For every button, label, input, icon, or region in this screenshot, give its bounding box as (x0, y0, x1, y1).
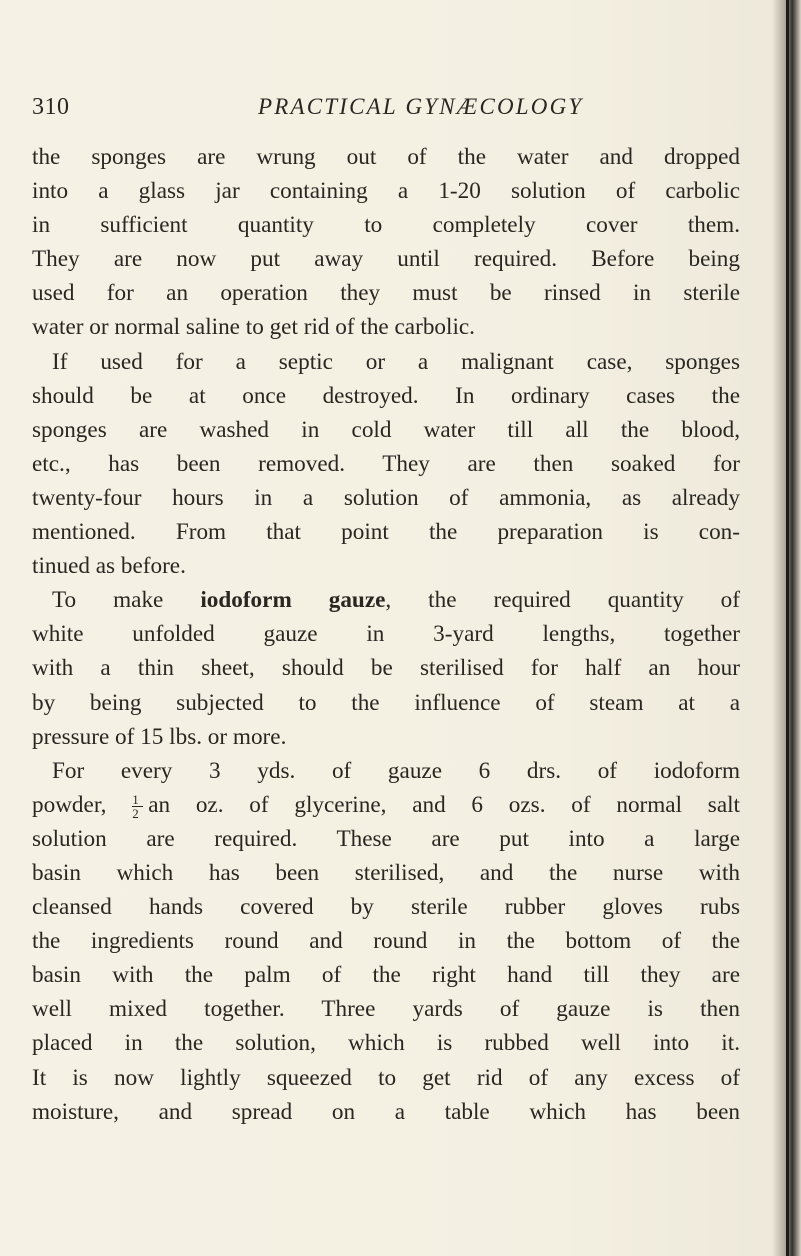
text-line: If used for a septic or a malignant case, sponges (52, 348, 740, 375)
bold-term: iodoform gauze (200, 587, 386, 614)
text-line: It is now lightly squeezed to get rid of any excess of (32, 1064, 740, 1091)
text-line: by being subjected to the influence of steam at a (32, 689, 740, 716)
text-line: pressure of 15 lbs. or more. (32, 723, 287, 750)
text-line: basin which has been sterilised, and the nurse with (32, 859, 740, 886)
text-line (32, 788, 740, 822)
text-line: placed in the solution, which is rubbed well into it. (32, 1030, 740, 1057)
text-line: mentioned. From that point the preparation is con- (32, 519, 740, 546)
text-line: sponges are washed in cold water till all the blood, (32, 416, 740, 443)
text-line: tinued as before. (32, 553, 186, 580)
text-line: etc., has been removed. They are then soaked for (32, 450, 740, 477)
text-fragment: an oz. of glycerine, and 6 ozs. of normal salt (148, 791, 740, 818)
text-line: with a thin sheet, should be sterilised for half an hour (32, 655, 740, 682)
text-line: For every 3 yds. of gauze 6 drs. of iodoform (52, 757, 740, 784)
running-head: PRACTICAL GYNÆCOLOGY (258, 94, 584, 119)
text-line: They are now put away until required. Before being (32, 246, 740, 273)
text-line: well mixed together. Three yards of gauze is then (32, 996, 740, 1023)
text-line: water or normal saline to get rid of the carbolic. (32, 314, 475, 341)
text-fragment: To make (52, 587, 201, 614)
page-number: 310 (32, 94, 70, 120)
text-line: twenty-four hours in a solution of ammonia, as already (32, 484, 740, 511)
text-line: moisture, and spread on a table which has been (32, 1098, 740, 1125)
text-line: should be at once destroyed. In ordinary cases the (32, 382, 740, 409)
text-line: cleansed hands covered by sterile rubber gloves rubs (32, 894, 740, 921)
text-line: in sufficient quantity to completely cover them. (32, 212, 740, 239)
text-fragment: powder, (32, 791, 107, 818)
text-line: basin with the palm of the right hand till they are (32, 962, 740, 989)
text-line: into a glass jar containing a 1-20 solution of carbolic (32, 178, 740, 205)
text-line: used for an operation they must be rinsed in sterile (32, 280, 740, 307)
text-line: white unfolded gauze in 3-yard lengths, together (32, 621, 740, 648)
fraction-denominator: 2 (132, 805, 139, 821)
fraction-numerator: 1 (132, 793, 143, 807)
text-line: the sponges are wrung out of the water and dropped (32, 144, 740, 170)
body-text (32, 140, 740, 1129)
text-fragment: , the required quantity of (385, 587, 740, 614)
page-edge (786, 0, 789, 1256)
page-header (32, 94, 752, 126)
text-line: the ingredients round and round in the bottom of the (32, 928, 740, 955)
text-line (32, 583, 740, 617)
fraction-half (132, 793, 143, 820)
text-line: solution are required. These are put into a large (32, 825, 740, 852)
